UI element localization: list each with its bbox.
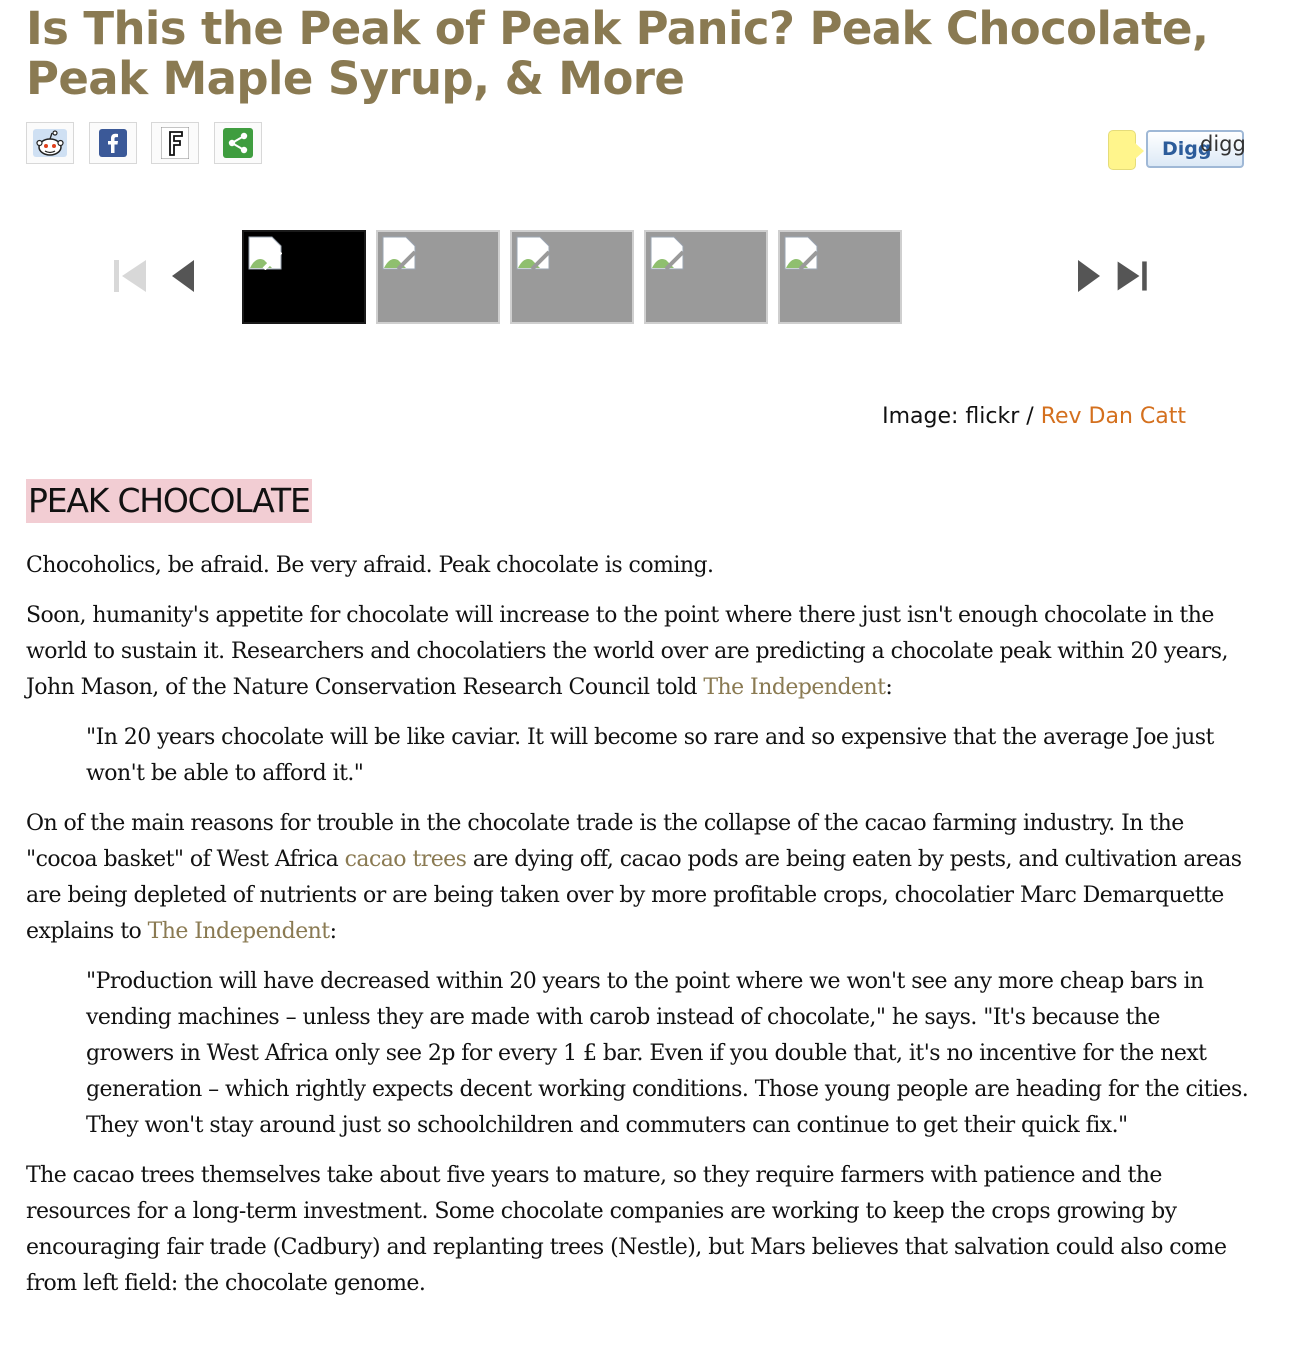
image-credit-prefix: Image: flickr / xyxy=(882,404,1041,429)
paragraph-3 xyxy=(26,806,1251,950)
article-title: Is This the Peak of Peak Panic? Peak Chocolate, Peak Maple Syrup, & More xyxy=(26,2,1209,105)
section-heading: PEAK CHOCOLATE xyxy=(26,479,312,523)
image-credit xyxy=(26,404,1186,429)
broken-image-icon xyxy=(382,236,416,270)
quote-2: "Production will have decreased within 20 years to the point where we won't see any more cheap bars in vending machines – unless they are made with carob instead of chocolate," he says. "It's because the growers in West Africa only see 2p for every 1 £ bar. Even if you double that, it's no incentive for the next generation – which rightly expects decent working conditions. Those young people are heading for the cities. They won't stay around just so schoolchildren and commuters can continue to get their quick fix." xyxy=(86,969,1249,1138)
paragraph-1: Chocoholics, be afraid. Be very afraid. Peak chocolate is coming. xyxy=(26,553,714,578)
paragraph-4: The cacao trees themselves take about five years to mature, so they require farmers with patience and the resources for a long-term investment. Some chocolate companies are working to keep the crops growing by encouraging fair trade (Cadbury) and replanting trees (Nestle), but Mars believes that salvation could also come from left field: the chocolate genome. xyxy=(26,1163,1227,1296)
next-image-icon[interactable] xyxy=(1068,256,1108,296)
facebook-share-button[interactable] xyxy=(89,122,137,164)
broken-image-icon xyxy=(516,236,550,270)
reddit-icon xyxy=(32,128,68,158)
paragraph-3-text-a: On of the main reasons for trouble in the chocolate trade is the collapse of the cacao farming industry. In the "cocoa basket" of West Africa xyxy=(26,811,1184,872)
share-icon xyxy=(223,128,253,158)
gallery-thumbnail-4[interactable] xyxy=(644,230,768,324)
share-bar xyxy=(26,122,326,166)
fark-share-button[interactable] xyxy=(151,122,199,164)
paragraph-2-end: : xyxy=(885,675,893,700)
facebook-icon xyxy=(99,129,127,157)
broken-image-icon xyxy=(650,236,684,270)
cacao-trees-link[interactable]: cacao trees xyxy=(344,847,467,872)
image-gallery xyxy=(26,228,1256,328)
previous-image-icon[interactable] xyxy=(164,256,204,296)
digg-alt-text: digg xyxy=(1200,132,1246,156)
image-credit-author-link[interactable]: Rev Dan Catt xyxy=(1040,404,1186,429)
paragraph-2-text: Soon, humanity's appetite for chocolate will increase to the point where there just isn't enough chocolate in the world to sustain it. Researchers and chocolatiers the world over are predicting a chocolate peak within 20 years, John Mason, of the Nature Conservation Research Council told xyxy=(26,603,1228,700)
article-body xyxy=(26,548,1251,1316)
gallery-thumbnail-3[interactable] xyxy=(510,230,634,324)
the-independent-link-1[interactable]: The Independent xyxy=(703,675,886,700)
gallery-thumbnail-1[interactable] xyxy=(242,230,366,324)
paragraph-2 xyxy=(26,598,1251,706)
digg-button[interactable] xyxy=(1146,130,1244,168)
digg-button-label: Digg xyxy=(1162,138,1212,160)
reddit-share-button[interactable] xyxy=(26,122,74,164)
quote-1: "In 20 years chocolate will be like caviar. It will become so rare and so expensive that the average Joe just won't be able to afford it." xyxy=(86,725,1214,786)
gallery-thumbnail-2[interactable] xyxy=(376,230,500,324)
digg-count-tab xyxy=(1108,130,1136,170)
broken-image-icon xyxy=(248,236,282,270)
fark-icon xyxy=(161,127,189,159)
paragraph-3-text-b: are dying off, cacao pods are being eaten by pests, and cultivation areas are being depleted of nutrients or are being taken over by more profitable crops, chocolatier Marc Demarquette explains to xyxy=(26,847,1242,944)
first-image-icon[interactable] xyxy=(112,256,152,296)
share-button[interactable] xyxy=(214,122,262,164)
the-independent-link-2[interactable]: The Independent xyxy=(147,919,330,944)
last-image-icon[interactable] xyxy=(1114,256,1154,296)
paragraph-3-end: : xyxy=(329,919,337,944)
gallery-thumbnail-5[interactable] xyxy=(778,230,902,324)
digg-widget xyxy=(1108,128,1248,172)
broken-image-icon xyxy=(784,236,818,270)
